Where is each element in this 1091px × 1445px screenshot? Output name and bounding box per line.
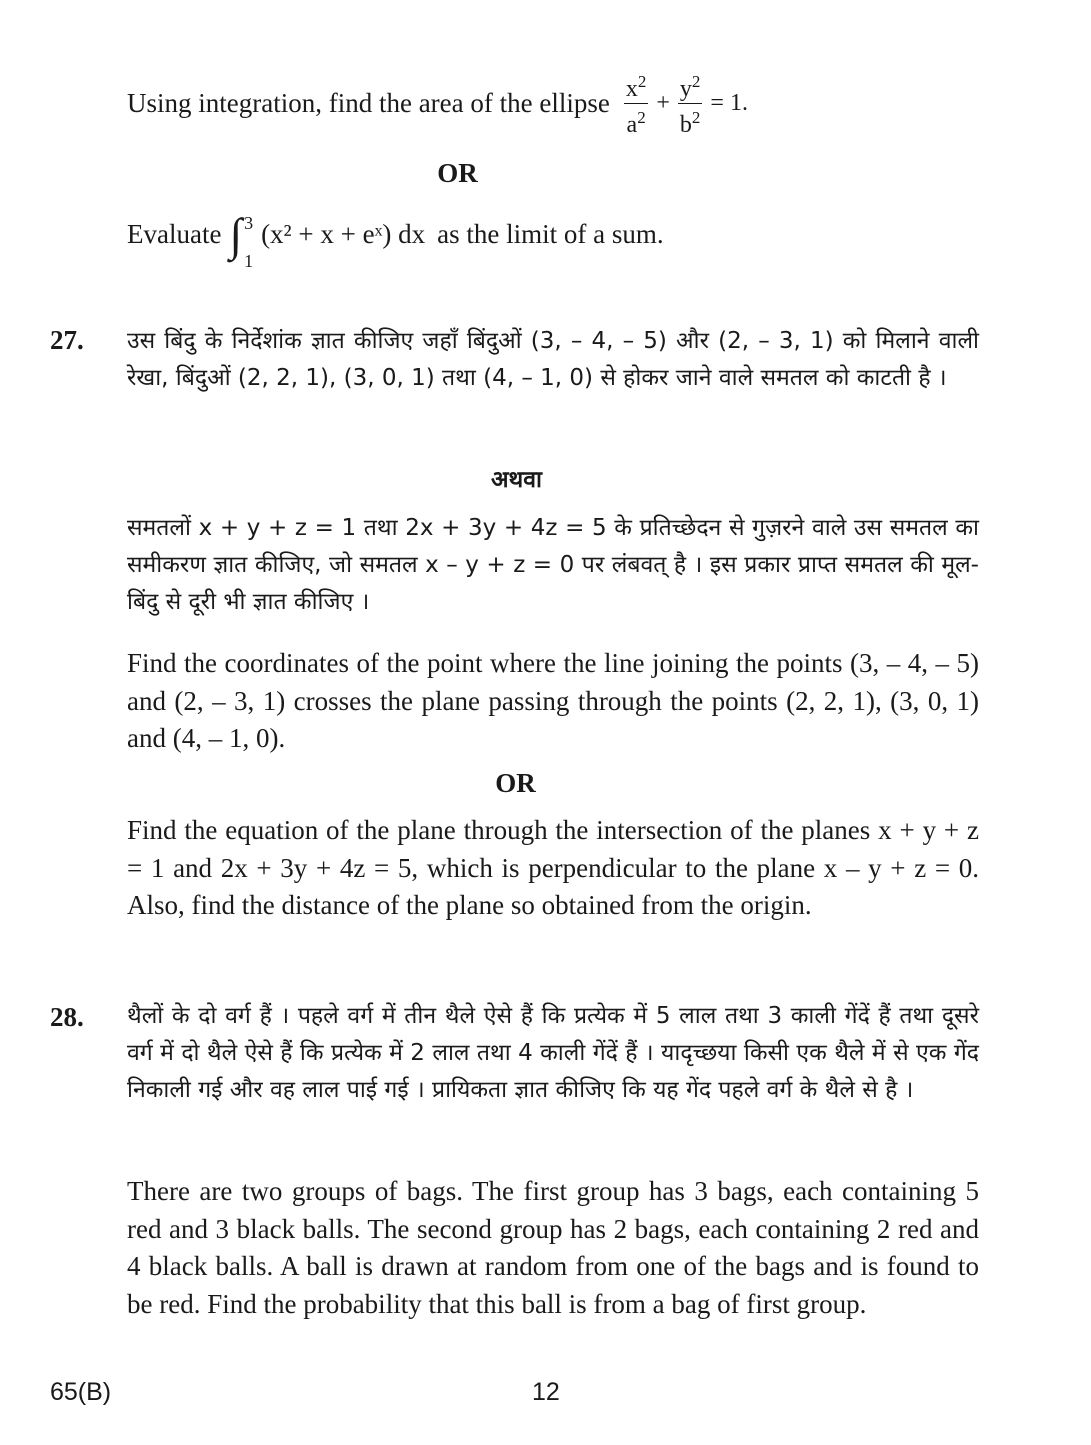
q27-number: 27. [50,325,84,355]
evaluate-label: Evaluate [127,219,222,250]
q27-hindi-alt: समतलों x + y + z = 1 तथा 2x + 3y + 4z = 5 के प्रतिच्छेदन से गुज़रने वाले उस समतल का समीकरण ज्ञात कीजिए, जो समतल x – y + z = 0 पर लंबवत् है । इस प्रकार प्राप्त समतल की मूल-बिंदु से दूरी भी ज्ञात कीजिए । [127,515,979,615]
integral-limits [244,205,254,271]
q28-hindi: थैलों के दो वर्ग हैं । पहले वर्ग में तीन थैले ऐसे हैं कि प्रत्येक में 5 लाल तथा 3 काली गेंदें हैं तथा दूसरे वर्ग में दो थैले ऐसे हैं कि प्रत्येक में 2 लाल तथा 4 काली गेंदें हैं । यादृच्छया किसी एक थैले में से एक गेंद निकाली गई और वह लाल पाई गई । प्रायिकता ज्ञात कीजिए कि यह गेंद पहले वर्ग के थैले से है । [127,1003,979,1103]
ellipse-x-fraction: $\frac{x^2}{a^2}$ [624,68,649,139]
q26-ellipse-text: Using integration, find the area of the ellipse [127,87,610,118]
evaluate-tail: as the limit of a sum. [437,219,664,250]
q28-number: 28. [50,1002,84,1032]
q27-english-alt: Find the equation of the plane through the intersection of the planes x + y + z = 1 and 2x + 3y + 4z = 5, which is perpendicular to the plane x – y + z = 0. Also, find the distance of the plane so obtained from the origin. [127,815,979,920]
q27-hindi-main: उस बिंदु के निर्देशांक ज्ञात कीजिए जहाँ बिंदुओं (3, – 4, – 5) और (2, – 3, 1) को मिलाने वाली रेखा, बिंदुओं (2, 2, 1), (3, 0, 1) तथा (4, – 1, 0) से होकर जाने वाले समतल को काटती है । [127,328,979,391]
q27-english-or: OR [495,768,536,798]
paper-code: 65(B) [50,1378,112,1406]
upper-limit: 3 [244,213,254,233]
q26-ellipse-line [127,68,979,139]
integrand: (x² + x + eˣ) dx [261,219,426,250]
ellipse-y-fraction: $\frac{y^2}{b^2}$ [678,68,703,139]
lower-limit: 1 [244,250,254,271]
plus-sign: + [656,89,670,116]
integral-icon: ∫ [229,209,243,260]
q26-or-label: OR [437,158,478,188]
q27-hindi-or: अथवा [490,467,542,493]
page-number: 12 [532,1378,560,1406]
equals-one: = 1. [710,89,748,116]
q28-english: There are two groups of bags. The first group has 3 bags, each containing 5 red and 3 black balls. The second group has 2 bags, each containing 2 red and 4 black balls. A ball is drawn at random from one of the bags and is found to be red. Find the probability that this ball is from a bag of first group. [127,1176,979,1319]
q27-english-main: Find the coordinates of the point where the line joining the points (3, – 4, – 5) and (2, – 3, 1) crosses the plane passing through the points (2, 2, 1), (3, 0, 1) and (4, – 1, 0). [127,648,979,753]
q26-evaluate-line [127,205,979,271]
